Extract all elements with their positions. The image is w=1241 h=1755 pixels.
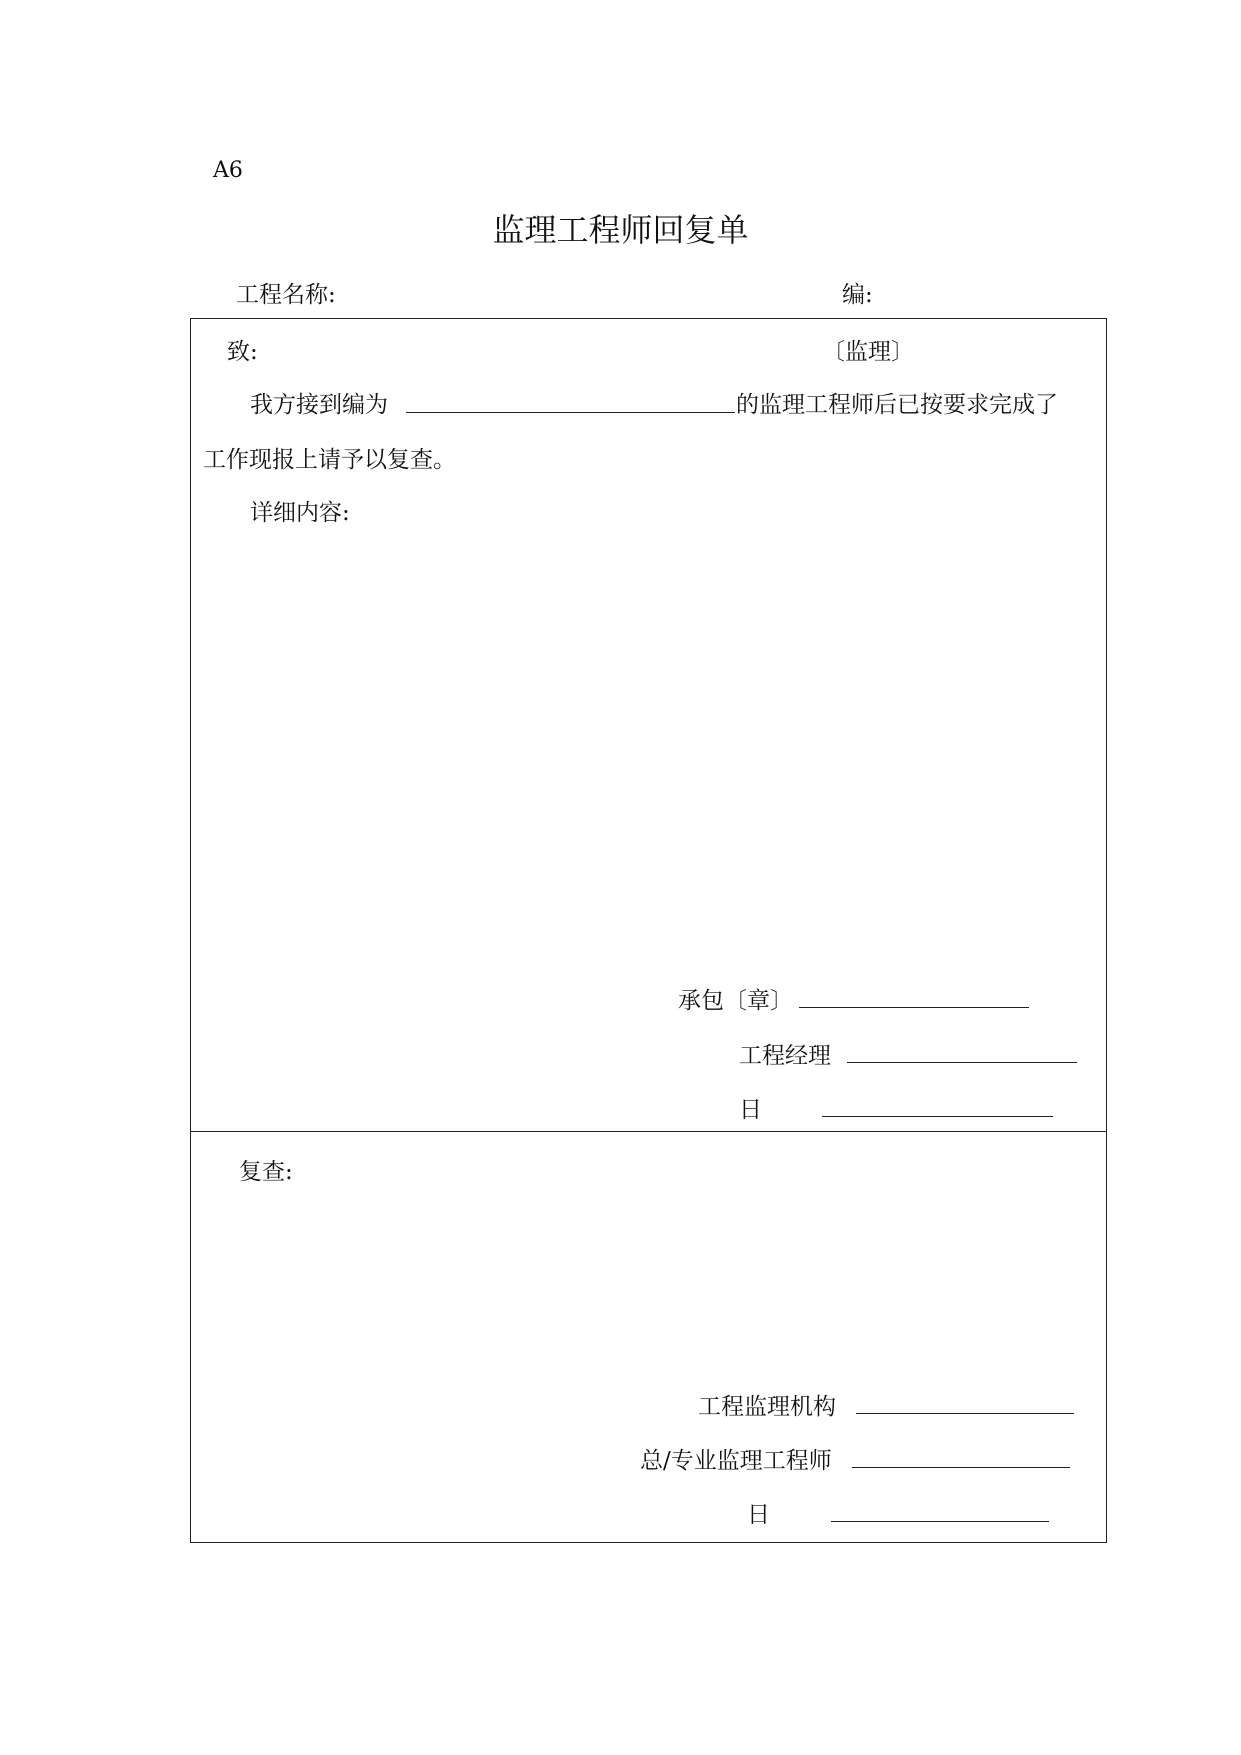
project-manager-label: 工程经理 [739,1043,831,1069]
to-label: 致: [227,339,258,365]
date-label-bottom: 日 [747,1502,770,1528]
project-name-label: 工程名称: [236,282,336,308]
supervision-label: 〔监理〕 [822,339,914,365]
details-label: 详细内容: [250,500,350,526]
number-label: 编: [842,282,873,308]
receipt-text-suffix: 的监理工程师后已按要求完成了 [736,392,1058,418]
number-blank-line [406,412,735,413]
date-line-top [822,1116,1053,1117]
supervision-org-signature-line [856,1413,1074,1414]
receipt-text-prefix: 我方接到编为 [250,392,388,418]
date-line-bottom [831,1521,1049,1522]
section-divider [190,1131,1107,1132]
page-title: 监理工程师回复单 [492,211,749,249]
chief-engineer-signature-line [852,1467,1070,1468]
date-label-top: 日 [739,1097,762,1123]
contractor-label: 承包〔章〕 [678,988,793,1014]
chief-engineer-label: 总/专业监理工程师 [640,1448,832,1474]
form-code: A6 [213,158,243,183]
receipt-text-line2: 工作现报上请予以复查。 [203,447,456,473]
review-label: 复查: [239,1159,293,1185]
contractor-signature-line [799,1007,1029,1008]
supervision-org-label: 工程监理机构 [698,1394,836,1420]
project-manager-signature-line [847,1062,1077,1063]
